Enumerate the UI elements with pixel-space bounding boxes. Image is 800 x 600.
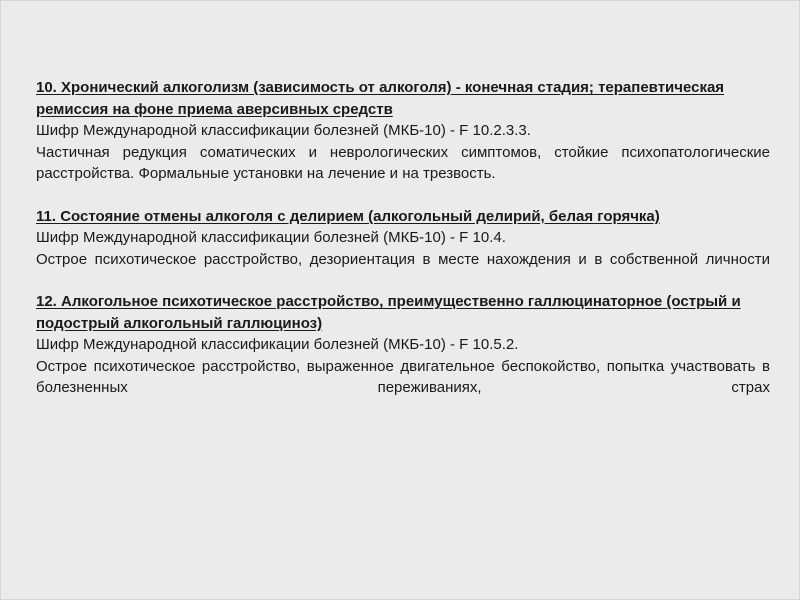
icd-code: Шифр Международной классификации болезней (МКБ-10) - F 10.5.2. <box>36 336 519 353</box>
section-10 <box>36 77 770 185</box>
icd-code: Шифр Международной классификации болезней (МКБ-10) - F 10.2.3.3. <box>36 122 531 139</box>
section-11 <box>36 206 770 271</box>
icd-code: Шифр Международной классификации болезней (МКБ-10) - F 10.4. <box>36 229 506 246</box>
slide-content <box>36 77 770 420</box>
section-description: Частичная редукция соматических и неврологических симптомов, стойкие психопатологические расстройства. Формальные установки на лечение и на трезвость. <box>36 143 770 182</box>
section-heading: 12. Алкогольное психотическое расстройство, преимущественно галлюцинаторное (острый и подострый алкогольный галлюциноз) <box>36 293 741 332</box>
section-heading: 11. Состояние отмены алкоголя с делирием (алкогольный делирий, белая горячка) <box>36 207 660 225</box>
section-description: Острое психотическое расстройство, выраженное двигательное беспокойство, попытка участвовать в болезненных переживаниях, страх <box>36 357 770 396</box>
section-description: Острое психотическое расстройство, дезориентация в месте нахождения и в собственной личности <box>36 250 770 268</box>
section-heading: 10. Хронический алкоголизм (зависимость от алкоголя) - конечная стадия; терапевтическая ремиссия на фоне приема аверсивных средств <box>36 79 725 118</box>
section-12 <box>36 291 770 399</box>
